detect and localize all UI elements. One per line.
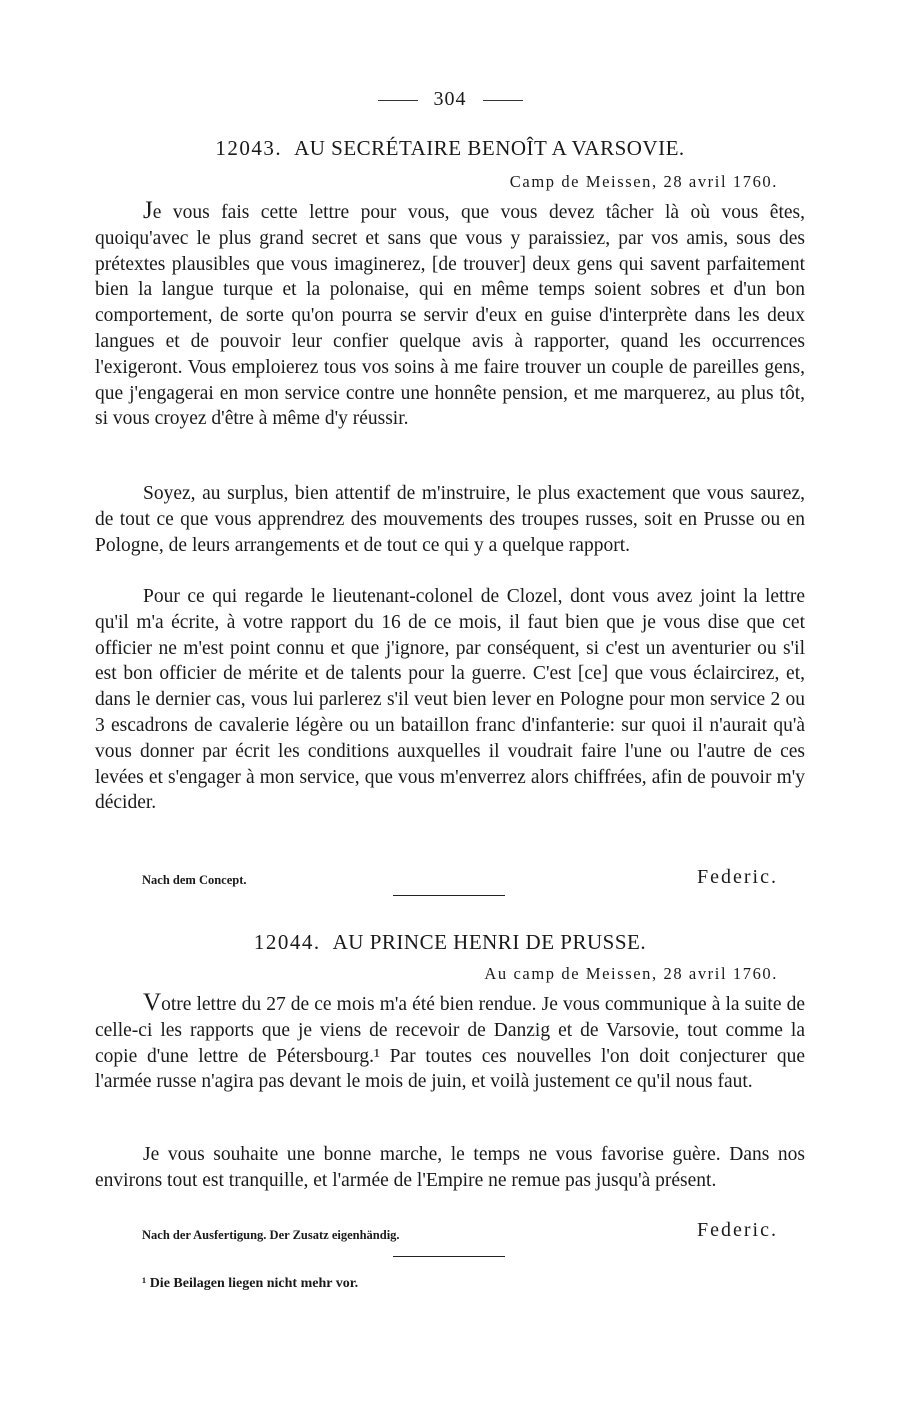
paragraph-text: Soyez, au surplus, bien attentif de m'instruire, le plus exactement que vous saurez, de tout ce que vous apprendrez des mouvements des troupes russes, soit en Prusse ou en Pologne, de leurs arrangements et de tout ce qui y a quelque rapport.	[95, 483, 805, 556]
letter-paragraph	[95, 481, 805, 558]
letter-dateline: Au camp de Meissen, 28 avril 1760.	[484, 964, 778, 983]
paragraph-text: Pour ce qui regarde le lieutenant-colonel de Clozel, dont vous avez joint la lettre qu'il m'a écrite, à votre rapport du 16 de ce mois, il faut bien que je vous dise que cet officier ne m'est point connu et que j'ignore, par conséquent, si c'est un aventurier ou s'il est bon officier de mérite et de talents pour la guerre. C'est [ce] que vous éclaircirez, et, dans le dernier cas, vous lui parlerez s'il veut bien lever en Pologne pour mon service 2 ou 3 escadrons de cavalerie légère ou un bataillon franc d'infanterie: sur quoi il n'aurait qu'à vous donner par écrit les conditions auxquelles il voudrait faire l'une ou l'autre de ces levées et s'engager à mon service, que vous m'enverrez alors chiffrées, afin de pouvoir m'y décider.	[95, 586, 805, 814]
letter-title: AU PRINCE HENRI DE PRUSSE.	[332, 930, 647, 954]
page-number	[0, 88, 900, 111]
signature: Federic.	[697, 1219, 778, 1241]
page-number-text: 304	[433, 88, 467, 110]
source-note: Nach dem Concept.	[142, 873, 247, 887]
letter-dateline: Camp de Meissen, 28 avril 1760.	[509, 172, 778, 191]
signature: Federic.	[697, 866, 778, 888]
letter-paragraph	[95, 1142, 805, 1194]
footnote-rule	[393, 1256, 505, 1257]
dash-right	[483, 100, 523, 101]
paragraph-text: Je vous souhaite une bonne marche, le temps ne vous favorise guère. Dans nos environs tout est tranquille, et l'armée de l'Empire ne remue pas jusqu'à présent.	[95, 1144, 805, 1191]
letter-heading	[0, 136, 900, 161]
paragraph-text: otre lettre du 27 de ce mois m'a été bien rendue. Je vous communique à la suite de celle-ci les rapports que je viens de recevoir de Danzig et de Varsovie, tout comme la copie d'une lettre de Pétersbourg.¹ Par toutes ces nouvelles l'on doit conjecturer que l'armée russe n'agira pas devant le mois de juin, et voilà justement ce qu'il nous faut.	[95, 994, 805, 1093]
letter-heading	[0, 930, 900, 955]
letter-paragraph	[95, 990, 805, 1095]
letter-paragraph	[95, 198, 805, 432]
initial-letter: J	[143, 197, 153, 224]
separator-rule	[393, 895, 505, 896]
letter-title: AU SECRÉTAIRE BENOÎT A VARSOVIE.	[294, 136, 685, 160]
footnote: ¹ Die Beilagen liegen nicht mehr vor.	[142, 1276, 359, 1291]
initial-letter: V	[143, 989, 162, 1016]
dash-left	[378, 100, 418, 101]
letter-number: 12043.	[215, 136, 283, 160]
letter-paragraph	[95, 584, 805, 816]
source-note: Nach der Ausfertigung. Der Zusatz eigenhändig.	[142, 1228, 400, 1242]
letter-number: 12044.	[253, 930, 321, 954]
paragraph-text: e vous fais cette lettre pour vous, que vous devez tâcher là où vous êtes, quoiqu'avec le plus grand secret et sans que vous y paraissiez, par vos amis, sous des prétextes plausibles que vous imaginerez, [de trouver] deux gens qui savent parfaitement bien la langue turque et la polonaise, qui en même temps soient sobres et d'un bon comportement, de sorte qu'on pourra se servir d'eux en guise d'interprète dans les deux langues et de pouvoir leur confier quelque avis à rapporter, quand les occurrences l'exigeront. Vous emploierez tous vos soins à me faire trouver un couple de pareilles gens, que j'engagerai en mon service contre une honnête pension, et me marquerez, au plus tôt, si vous croyez d'être à même d'y réussir.	[95, 202, 805, 430]
